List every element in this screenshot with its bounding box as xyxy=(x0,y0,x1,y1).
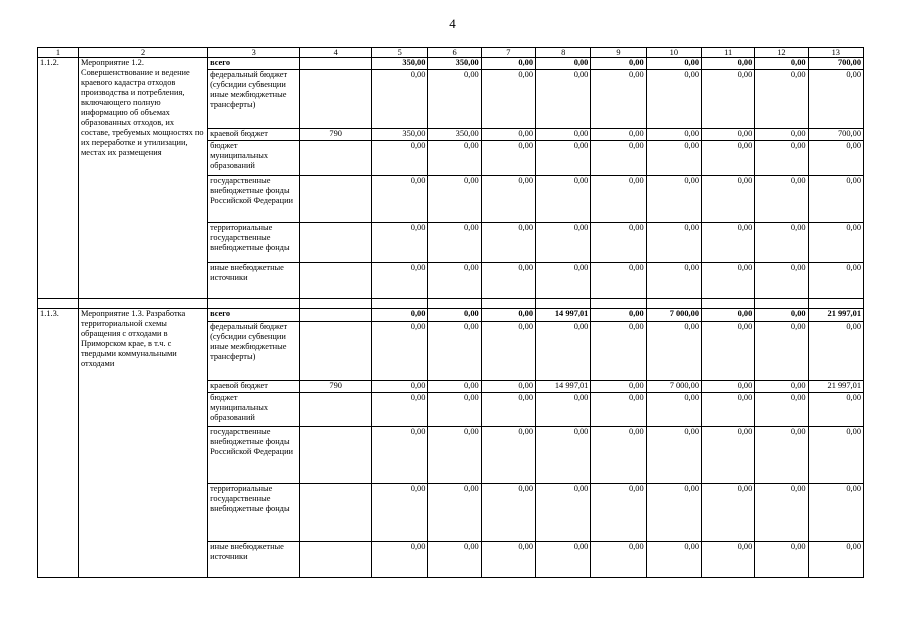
amount-cell: 0,00 xyxy=(372,542,428,578)
amount-cell: 350,00 xyxy=(428,129,481,141)
amount-cell: 7 000,00 xyxy=(646,381,701,393)
column-header: 1 xyxy=(38,48,79,58)
empty-cell xyxy=(808,299,863,309)
funding-source: краевой бюджет xyxy=(208,381,300,393)
column-header: 3 xyxy=(208,48,300,58)
amount-cell: 0,00 xyxy=(428,309,481,322)
amount-cell: 0,00 xyxy=(808,427,863,484)
amount-cell: 0,00 xyxy=(428,542,481,578)
empty-cell xyxy=(300,299,372,309)
funding-source: краевой бюджет xyxy=(208,129,300,141)
amount-cell: 0,00 xyxy=(591,427,646,484)
budget-table xyxy=(37,47,864,578)
funding-source: государственные внебюджетные фонды Российской Федерации xyxy=(208,176,300,223)
amount-cell: 0,00 xyxy=(372,70,428,129)
amount-cell: 0,00 xyxy=(755,484,808,542)
budget-code xyxy=(300,542,372,578)
budget-code xyxy=(300,176,372,223)
empty-cell xyxy=(208,299,300,309)
amount-cell: 0,00 xyxy=(646,427,701,484)
amount-cell: 0,00 xyxy=(591,263,646,299)
amount-cell: 0,00 xyxy=(481,393,535,427)
funding-source: территориальные государственные внебюджетные фонды xyxy=(208,484,300,542)
measure-description: Мероприятие 1.2. Совершенствование и ведение краевого кадастра отходов производства и потребления, включающего полную информацию об объемах образованных отходов, их составе, требуемых мощностях по их переработке и утилизации, местах их размещения xyxy=(78,58,207,299)
budget-code xyxy=(300,322,372,381)
amount-cell: 0,00 xyxy=(755,129,808,141)
amount-cell: 0,00 xyxy=(591,542,646,578)
amount-cell: 0,00 xyxy=(591,484,646,542)
amount-cell: 0,00 xyxy=(428,322,481,381)
amount-cell: 350,00 xyxy=(428,58,481,70)
amount-cell: 14 997,01 xyxy=(536,309,591,322)
amount-cell: 0,00 xyxy=(646,223,701,263)
amount-cell: 0,00 xyxy=(372,309,428,322)
amount-cell: 0,00 xyxy=(755,176,808,223)
amount-cell: 0,00 xyxy=(755,141,808,176)
amount-cell: 0,00 xyxy=(808,263,863,299)
amount-cell: 0,00 xyxy=(536,223,591,263)
amount-cell: 0,00 xyxy=(481,381,535,393)
table-row xyxy=(38,58,864,70)
amount-cell: 0,00 xyxy=(372,381,428,393)
amount-cell: 0,00 xyxy=(372,484,428,542)
amount-cell: 0,00 xyxy=(646,542,701,578)
amount-cell: 0,00 xyxy=(808,223,863,263)
amount-cell: 0,00 xyxy=(536,542,591,578)
amount-cell: 0,00 xyxy=(702,309,755,322)
funding-source: иные внебюджетные источники xyxy=(208,263,300,299)
amount-cell: 0,00 xyxy=(591,393,646,427)
header-row xyxy=(38,48,864,58)
amount-cell: 0,00 xyxy=(591,381,646,393)
empty-cell xyxy=(646,299,701,309)
amount-cell: 700,00 xyxy=(808,129,863,141)
funding-source: бюджет муниципальных образований xyxy=(208,393,300,427)
budget-code xyxy=(300,484,372,542)
table-body xyxy=(38,48,864,578)
budget-code xyxy=(300,263,372,299)
table-row xyxy=(38,309,864,322)
budget-code xyxy=(300,393,372,427)
amount-cell: 0,00 xyxy=(372,223,428,263)
amount-cell: 0,00 xyxy=(428,141,481,176)
amount-cell: 0,00 xyxy=(481,263,535,299)
amount-cell: 0,00 xyxy=(481,223,535,263)
amount-cell: 0,00 xyxy=(481,484,535,542)
amount-cell: 0,00 xyxy=(702,393,755,427)
amount-cell: 0,00 xyxy=(536,176,591,223)
amount-cell: 0,00 xyxy=(481,309,535,322)
amount-cell: 0,00 xyxy=(646,176,701,223)
empty-cell xyxy=(702,299,755,309)
amount-cell: 0,00 xyxy=(372,427,428,484)
funding-source: иные внебюджетные источники xyxy=(208,542,300,578)
amount-cell: 0,00 xyxy=(808,393,863,427)
amount-cell: 0,00 xyxy=(481,427,535,484)
amount-cell: 0,00 xyxy=(536,58,591,70)
amount-cell: 0,00 xyxy=(481,322,535,381)
empty-cell xyxy=(536,299,591,309)
amount-cell: 0,00 xyxy=(428,393,481,427)
amount-cell: 0,00 xyxy=(646,484,701,542)
amount-cell: 0,00 xyxy=(591,70,646,129)
amount-cell: 0,00 xyxy=(372,263,428,299)
amount-cell: 0,00 xyxy=(755,58,808,70)
amount-cell: 0,00 xyxy=(702,141,755,176)
amount-cell: 0,00 xyxy=(646,129,701,141)
budget-code: 790 xyxy=(300,129,372,141)
column-header: 6 xyxy=(428,48,481,58)
amount-cell: 0,00 xyxy=(755,381,808,393)
amount-cell: 0,00 xyxy=(428,223,481,263)
amount-cell: 0,00 xyxy=(646,263,701,299)
amount-cell: 0,00 xyxy=(481,176,535,223)
amount-cell: 0,00 xyxy=(481,141,535,176)
column-header: 8 xyxy=(536,48,591,58)
funding-source: всего xyxy=(208,309,300,322)
amount-cell: 0,00 xyxy=(808,70,863,129)
empty-cell xyxy=(78,299,207,309)
empty-cell xyxy=(38,299,79,309)
amount-cell: 0,00 xyxy=(481,129,535,141)
amount-cell: 0,00 xyxy=(372,141,428,176)
funding-source: федеральный бюджет (субсидии субвенции иные межбюджетные трансферты) xyxy=(208,70,300,129)
amount-cell: 0,00 xyxy=(702,70,755,129)
budget-code xyxy=(300,223,372,263)
amount-cell: 350,00 xyxy=(372,58,428,70)
amount-cell: 21 997,01 xyxy=(808,381,863,393)
amount-cell: 0,00 xyxy=(808,176,863,223)
amount-cell: 0,00 xyxy=(591,223,646,263)
empty-cell xyxy=(481,299,535,309)
amount-cell: 0,00 xyxy=(481,70,535,129)
amount-cell: 0,00 xyxy=(591,309,646,322)
funding-source: федеральный бюджет (субсидии субвенции иные межбюджетные трансферты) xyxy=(208,322,300,381)
amount-cell: 0,00 xyxy=(536,427,591,484)
amount-cell: 0,00 xyxy=(428,263,481,299)
amount-cell: 14 997,01 xyxy=(536,381,591,393)
amount-cell: 0,00 xyxy=(755,542,808,578)
budget-code: 790 xyxy=(300,381,372,393)
funding-source: территориальные государственные внебюджетные фонды xyxy=(208,223,300,263)
measure-code: 1.1.3. xyxy=(38,309,79,578)
column-header: 2 xyxy=(78,48,207,58)
amount-cell: 0,00 xyxy=(755,263,808,299)
amount-cell: 0,00 xyxy=(808,322,863,381)
amount-cell: 0,00 xyxy=(702,322,755,381)
amount-cell: 0,00 xyxy=(536,484,591,542)
amount-cell: 0,00 xyxy=(536,263,591,299)
measure-description: Мероприятие 1.3. Разработка территориальной схемы обращения с отходами в Приморском крае, в т.ч. с твердыми коммунальными отходами xyxy=(78,309,207,578)
amount-cell: 0,00 xyxy=(536,70,591,129)
amount-cell: 0,00 xyxy=(646,322,701,381)
amount-cell: 0,00 xyxy=(755,393,808,427)
amount-cell: 0,00 xyxy=(755,309,808,322)
empty-cell xyxy=(428,299,481,309)
amount-cell: 0,00 xyxy=(755,427,808,484)
funding-source: бюджет муниципальных образований xyxy=(208,141,300,176)
amount-cell: 0,00 xyxy=(646,393,701,427)
amount-cell: 0,00 xyxy=(481,58,535,70)
budget-code xyxy=(300,427,372,484)
column-header: 10 xyxy=(646,48,701,58)
amount-cell: 0,00 xyxy=(646,70,701,129)
budget-code xyxy=(300,141,372,176)
column-header: 7 xyxy=(481,48,535,58)
budget-code xyxy=(300,58,372,70)
amount-cell: 0,00 xyxy=(536,322,591,381)
empty-cell xyxy=(591,299,646,309)
amount-cell: 0,00 xyxy=(428,381,481,393)
amount-cell: 7 000,00 xyxy=(646,309,701,322)
amount-cell: 0,00 xyxy=(702,263,755,299)
amount-cell: 0,00 xyxy=(702,427,755,484)
amount-cell: 0,00 xyxy=(372,322,428,381)
amount-cell: 0,00 xyxy=(808,141,863,176)
amount-cell: 0,00 xyxy=(428,427,481,484)
amount-cell: 0,00 xyxy=(591,141,646,176)
section-gap-row xyxy=(38,299,864,309)
amount-cell: 0,00 xyxy=(428,176,481,223)
page-number: 4 xyxy=(449,16,456,31)
amount-cell: 0,00 xyxy=(702,58,755,70)
amount-cell: 0,00 xyxy=(591,322,646,381)
amount-cell: 21 997,01 xyxy=(808,309,863,322)
funding-source: государственные внебюджетные фонды Российской Федерации xyxy=(208,427,300,484)
amount-cell: 0,00 xyxy=(646,58,701,70)
amount-cell: 0,00 xyxy=(702,129,755,141)
amount-cell: 0,00 xyxy=(755,322,808,381)
amount-cell: 0,00 xyxy=(536,129,591,141)
amount-cell: 0,00 xyxy=(591,176,646,223)
amount-cell: 0,00 xyxy=(536,393,591,427)
amount-cell: 0,00 xyxy=(591,129,646,141)
amount-cell: 0,00 xyxy=(702,381,755,393)
amount-cell: 0,00 xyxy=(646,141,701,176)
amount-cell: 0,00 xyxy=(372,393,428,427)
amount-cell: 0,00 xyxy=(428,484,481,542)
column-header: 11 xyxy=(702,48,755,58)
amount-cell: 0,00 xyxy=(702,176,755,223)
amount-cell: 0,00 xyxy=(702,484,755,542)
amount-cell: 0,00 xyxy=(372,176,428,223)
column-header: 13 xyxy=(808,48,863,58)
amount-cell: 0,00 xyxy=(808,484,863,542)
column-header: 9 xyxy=(591,48,646,58)
amount-cell: 0,00 xyxy=(755,70,808,129)
amount-cell: 0,00 xyxy=(702,223,755,263)
amount-cell: 350,00 xyxy=(372,129,428,141)
amount-cell: 0,00 xyxy=(755,223,808,263)
amount-cell: 0,00 xyxy=(591,58,646,70)
amount-cell: 0,00 xyxy=(428,70,481,129)
empty-cell xyxy=(755,299,808,309)
budget-code xyxy=(300,309,372,322)
column-header: 4 xyxy=(300,48,372,58)
amount-cell: 0,00 xyxy=(481,542,535,578)
empty-cell xyxy=(372,299,428,309)
amount-cell: 0,00 xyxy=(808,542,863,578)
measure-code: 1.1.2. xyxy=(38,58,79,299)
funding-source: всего xyxy=(208,58,300,70)
amount-cell: 0,00 xyxy=(702,542,755,578)
column-header: 5 xyxy=(372,48,428,58)
budget-code xyxy=(300,70,372,129)
amount-cell: 0,00 xyxy=(536,141,591,176)
column-header: 12 xyxy=(755,48,808,58)
amount-cell: 700,00 xyxy=(808,58,863,70)
